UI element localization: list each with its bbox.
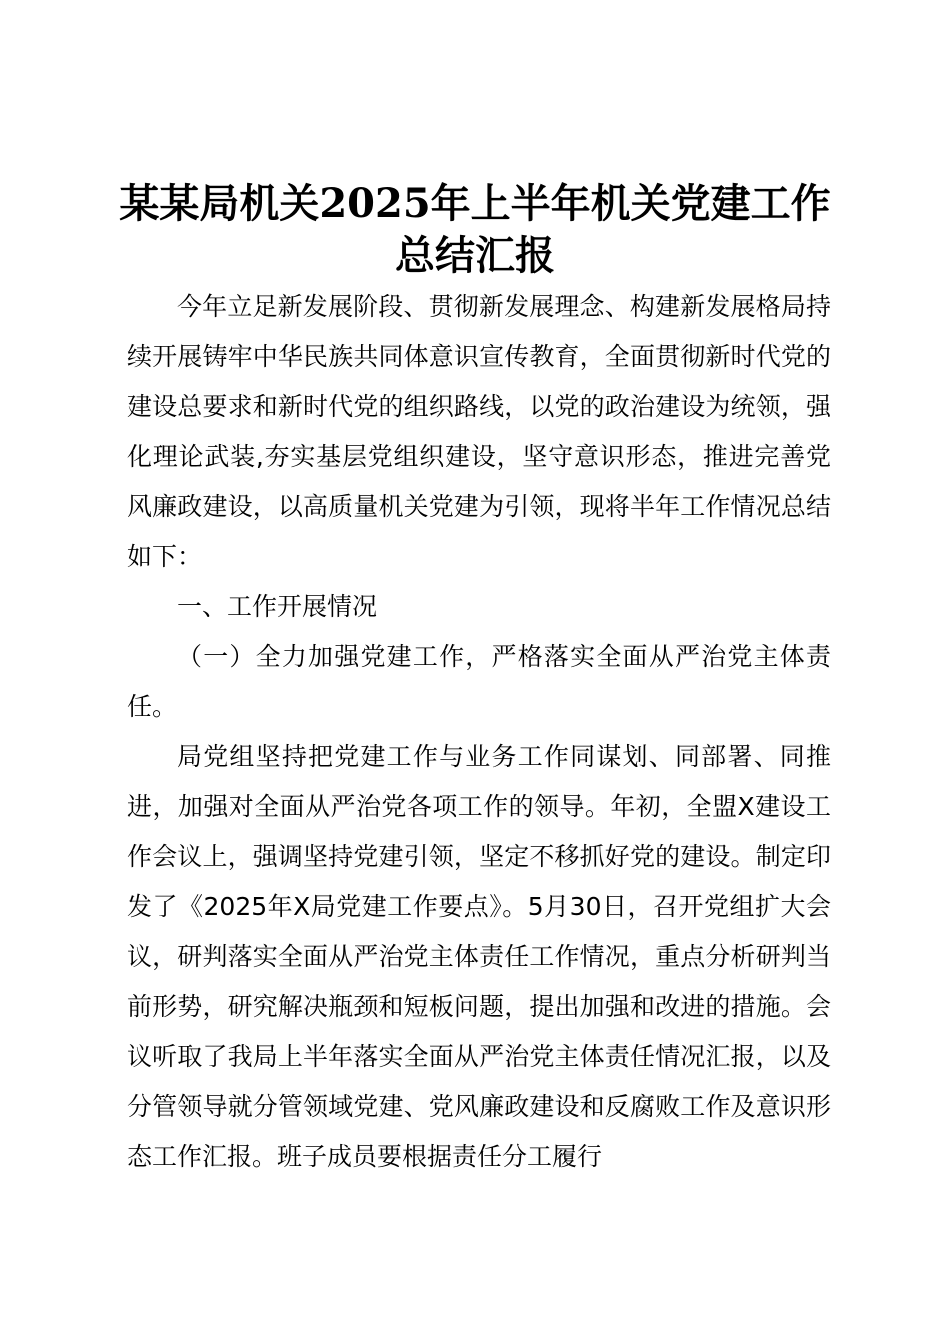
subsection-heading: （一）全力加强党建工作，严格落实全面从严治党主体责任。 — [127, 642, 831, 721]
document-title: 某某局机关2025年上半年机关党建工作总结汇报 — [119, 180, 831, 279]
section-heading: 一、工作开展情况 — [177, 592, 378, 621]
body-paragraph: 局党组坚持把党建工作与业务工作同谋划、同部署、同推进，加强对全面从严治党各项工作的领导。年初，全盟X建设工作会议上，强调坚持党建引领，坚定不移抓好党的建设。制定印发了《2025年X局党建工作要点》。5月30日，召开党组扩大会议，研判落实全面从严治党主体责任工作情况，重点分析研判当前形势，研究解决瓶颈和短板问题，提出加强和改进的措施。会议听取了我局上半年落实全面从严治党主体责任情况汇报，以及分管领导就分管领域党建、党风廉政建设和反腐败工作及意识形态工作汇报。班子成员要根据责任分工履行 — [127, 742, 831, 1171]
document-body — [127, 282, 831, 1182]
intro-paragraph: 今年立足新发展阶段、贯彻新发展理念、构建新发展格局持续开展铸牢中华民族共同体意识宣传教育，全面贯彻新时代党的建设总要求和新时代党的组织路线，以党的政治建设为统领，强化理论武装,夯实基层党组织建设，坚守意识形态，推进完善党风廉政建设，以高质量机关党建为引领，现将半年工作情况总结如下： — [127, 292, 831, 571]
